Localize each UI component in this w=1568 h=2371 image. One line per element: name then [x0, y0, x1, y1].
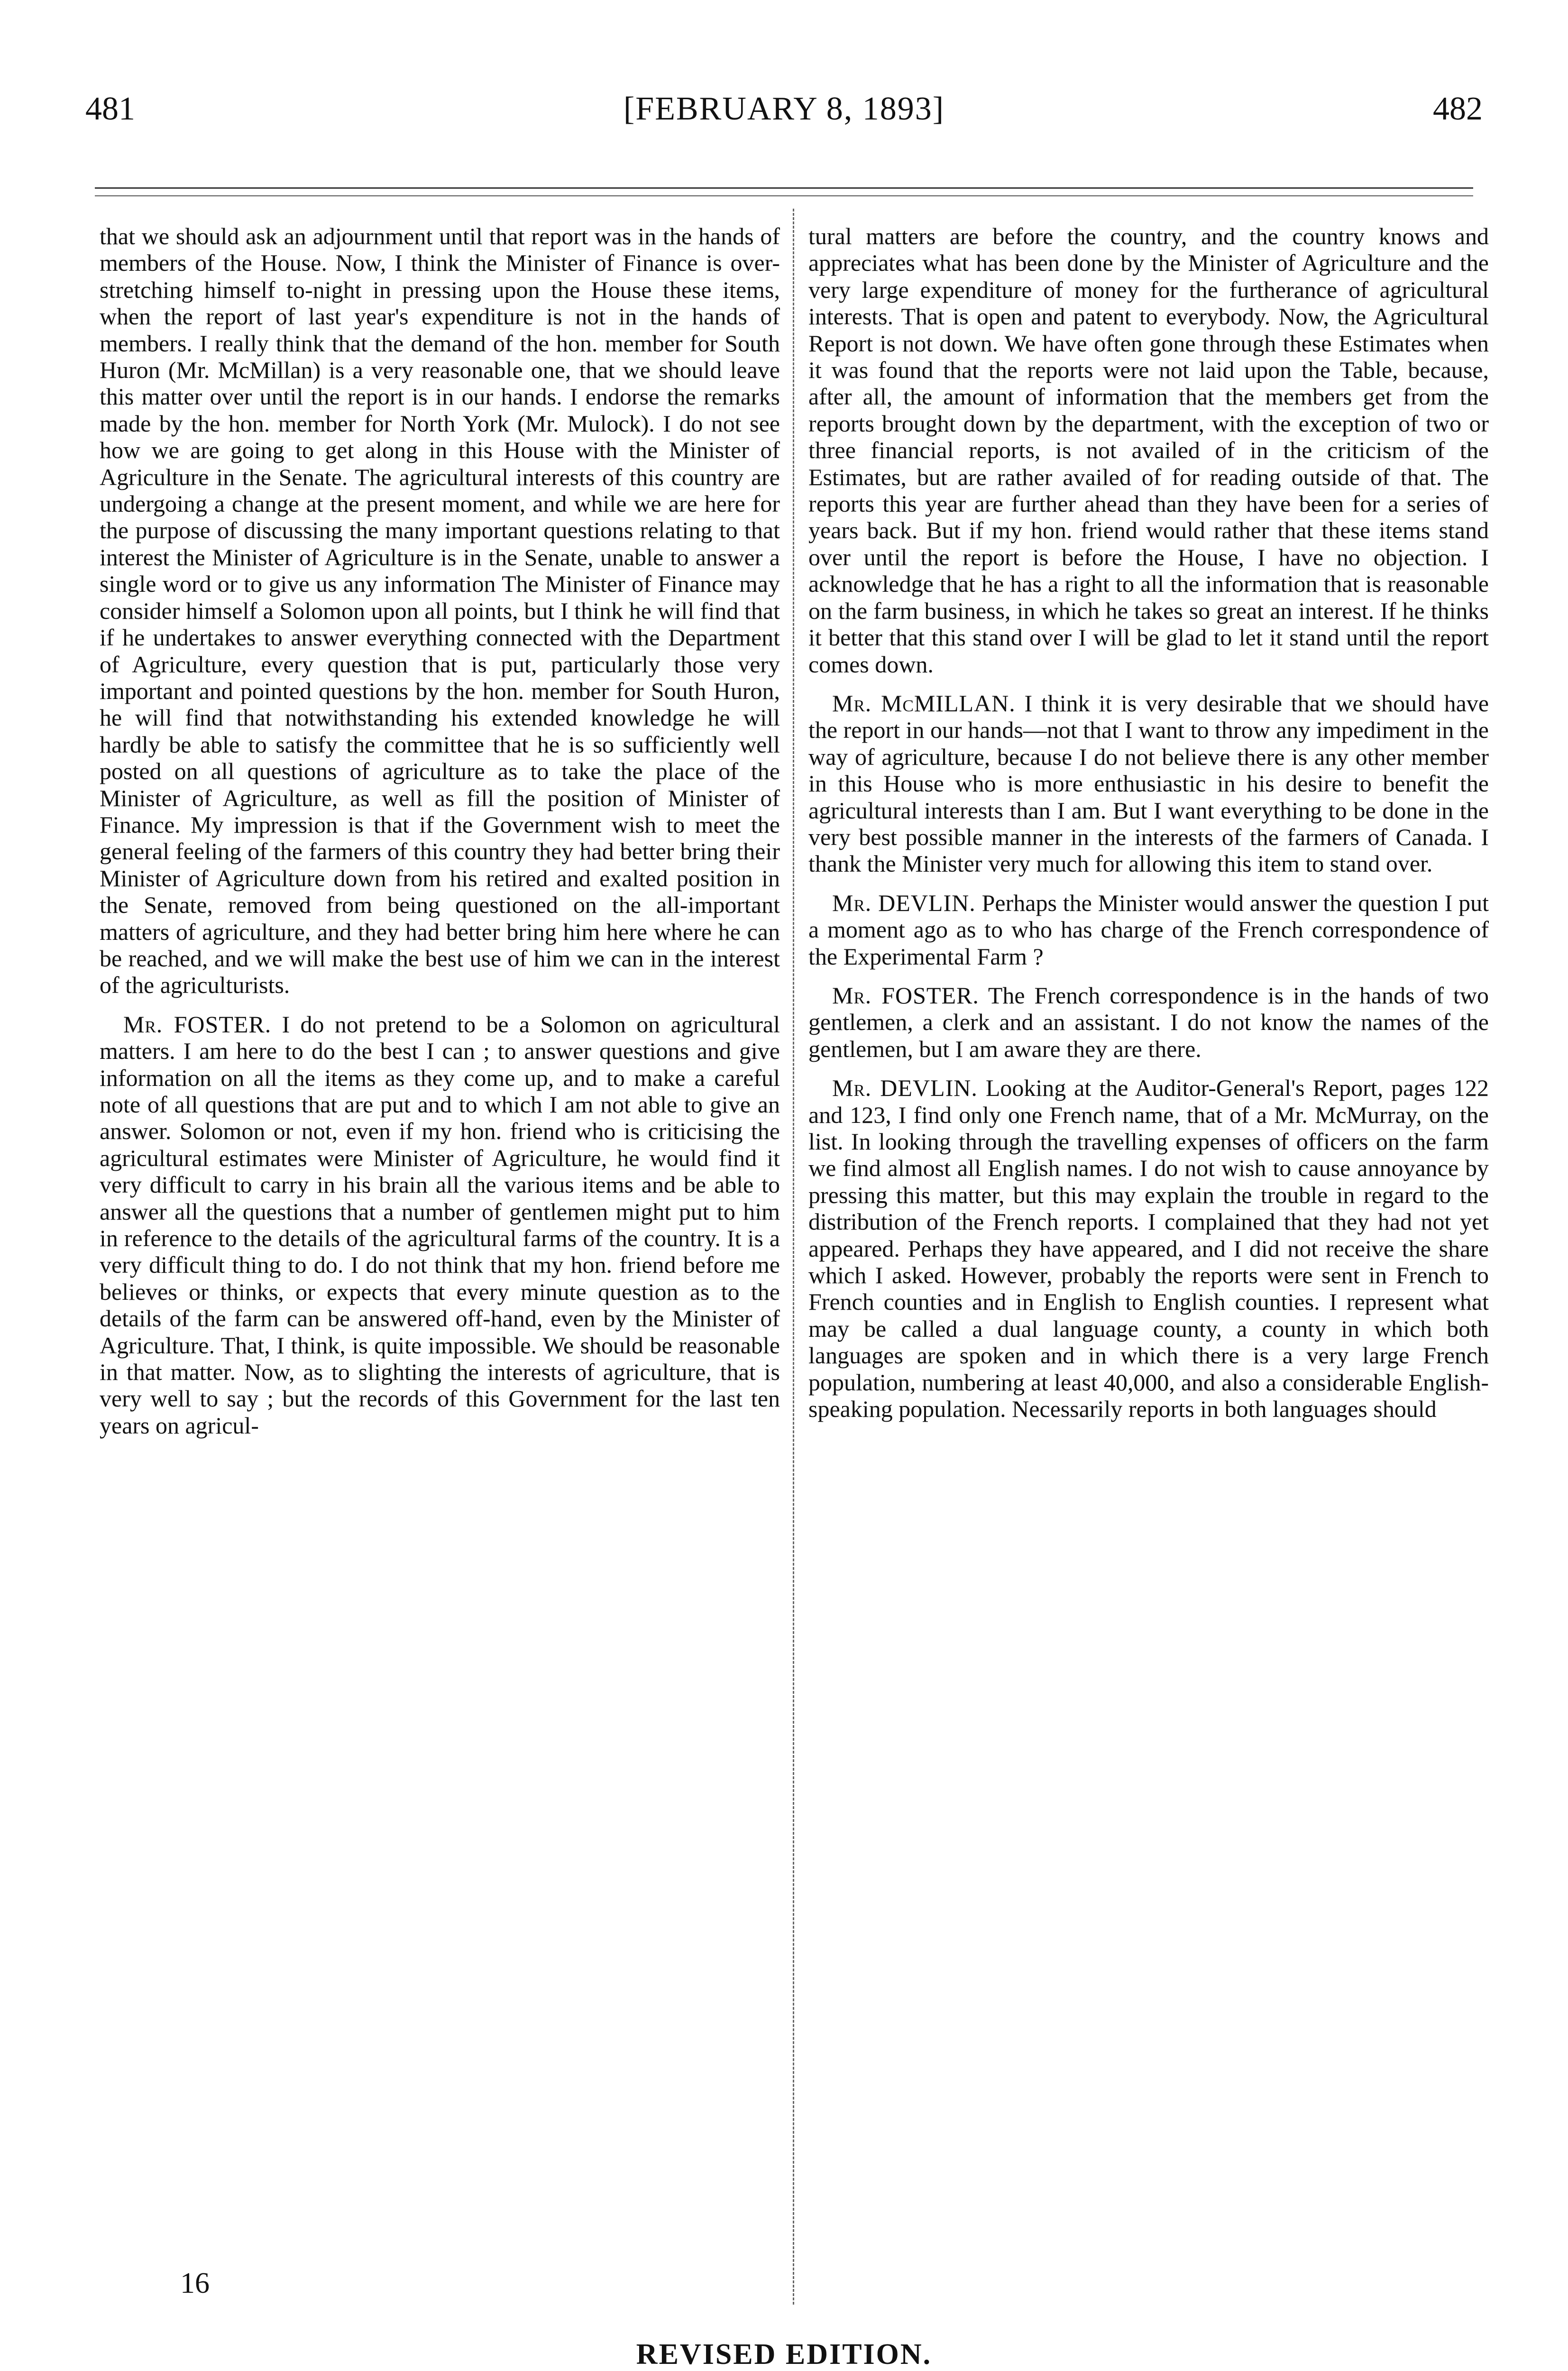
- header-rule: [95, 187, 1473, 189]
- right-column: [808, 223, 1489, 2262]
- paragraph: [808, 1075, 1489, 1422]
- column-divider: [793, 209, 794, 2305]
- paragraph: [808, 223, 1489, 678]
- right-page-number: 482: [1433, 91, 1483, 127]
- speaker-name: Mr. DEVLIN.: [832, 1075, 978, 1102]
- paragraph: [100, 223, 780, 999]
- paragraph-text: Perhaps the Minister would answer the question I put a moment ago as to who has charge of the French correspondence of the Experimental Farm ?: [808, 889, 1489, 970]
- paragraph-text: I do not pretend to be a Solomon on agricultural matters. I am here to do the best I can ; to answer questions and give information on all the items as they come up, and to make a careful note of all questions that are put and to which I am not able to give an answer. Solomon or not, even if my hon. friend who is criticising the agricultural estimates were Minister of Agriculture, he would find it very difficult to carry in his brain all the various items and be able to answer all the questions that a number of gentlemen might put to him in reference to the details of the agricultural farms of the country. It is a very difficult thing to do. I do not think that my hon. friend before me believes or thinks, or expects that every minute question as to the details of the farm can be answered off-hand, even by the Minister of Agriculture. That, I think, is quite impossible. We should be reasonable in that matter. Now, as to slighting the interests of agriculture, that is very well to say ; but the records of this Government for the last ten years on agricul-: [100, 1011, 780, 1439]
- paragraph-text: tural matters are before the country, and the country knows and appreciates what has been done by the Minister of Agriculture and the very large expenditure of money for the furtherance of agricultural interests. That is open and patent to everybody. Now, the Agricultural Report is not down. We have often gone through these Estimates when it was found that the reports were not laid upon the Table, because, after all, the amount of information that the members get from the reports brought down by the department, with the exception of two or three financial reports, is not availed of in the criticism of the Estimates, but are rather availed of for reading outside of that. The reports this year are further ahead than they have been for a series of years back. But if my hon. friend would rather that these items stand over until the report is before the House, I have no objection. I acknowledge that he has a right to all the information that is reasonable on the farm business, in which he takes so great an interest. If he thinks it better that this stand over I will be glad to let it stand until the report comes down.: [808, 223, 1489, 678]
- running-header: [85, 90, 1483, 142]
- speaker-name: Mr. FOSTER.: [832, 982, 979, 1009]
- paragraph: [100, 1011, 780, 1439]
- signature-folio: 16: [180, 2267, 210, 2299]
- paragraph: [808, 890, 1489, 970]
- header-rule-secondary: [95, 195, 1473, 196]
- speaker-name: Mr. DEVLIN.: [832, 889, 976, 916]
- paragraph-text: that we should ask an adjournment until that report was in the hands of members of the House. Now, I think the Minister of Finance is over-stretching himself to-night in pressing upon the House these items, when the report of last year's expenditure is not in the hands of members. I really think that the demand of the hon. member for South Huron (Mr. McMillan) is a very reasonable one, that we should leave this matter over until the report is in our hands. I endorse the remarks made by the hon. member for North York (Mr. Mulock). I do not see how we are going to get along in this House with the Minister of Agriculture in the Senate. The agricultural interests of this country are undergoing a change at the present moment, and while we are here for the purpose of discussing the many important questions relating to that interest the Minister of Agriculture is in the Senate, unable to answer a single word or to give us any information The Minister of Finance may consider himself a Solomon upon all points, but I think he will find that if he undertakes to answer everything connected with the Department of Agriculture, every question that is put, particularly those very important and pointed questions by the hon. member for South Huron, he will find that notwithstanding his extended knowledge he will hardly be able to satisfy the committee that he is so sufficiently well posted on all questions of agriculture as to take the place of the Minister of Agriculture, as well as fill the position of Minister of Finance. My impression is that if the Government wish to meet the general feeling of the farmers of this country they had better bring their Minister of Agriculture down from his retired and exalted position in the Senate, removed from being questioned on the all-important matters of agriculture, and they had better bring him here where he can be reached, and we will make the best use of him we can in the interest of the agriculturists.: [100, 223, 780, 999]
- speaker-name: Mr. FOSTER.: [123, 1011, 272, 1038]
- speaker-name: Mr. McMILLAN.: [832, 689, 1016, 717]
- paragraph-text: The French correspondence is in the hands of two gentlemen, a clerk and an assistant. I do not know the names of the gentlemen, but I am aware they are there.: [808, 982, 1489, 1062]
- paragraph-text: I think it is very desirable that we should have the report in our hands—not that I want to throw any impediment in the way of agriculture, because I do not believe there is any other member in this House who is more enthusiastic in his desire to benefit the agricultural interests than I am. But I want everything to be done in the very best possible manner in the interests of the farmers of Canada. I thank the Minister very much for allowing this item to stand over.: [808, 689, 1489, 877]
- paragraph-text: Looking at the Auditor-General's Report, pages 122 and 123, I find only one French name, that of a Mr. McMurray, on the list. In looking through the travelling expenses of officers on the farm we find almost all English names. I do not wish to cause annoyance by pressing this matter, but this may explain the trouble in regard to the distribution of the French reports. I complained that they had not yet appeared. Perhaps they have appeared, and I did not receive the share which I asked. However, probably the reports were sent in French to French counties and in English to English counties. I represent what may be called a dual language county, a county in which both languages are spoken and in which there is a very large French population, numbering at least 40,000, and also a considerable English-speaking population. Necessarily reports in both languages should: [808, 1075, 1489, 1423]
- left-column: [100, 223, 780, 2262]
- edition-label: REVISED EDITION.: [636, 2338, 932, 2371]
- paragraph: [808, 982, 1489, 1062]
- page-date: [FEBRUARY 8, 1893]: [623, 91, 945, 127]
- paragraph: [808, 690, 1489, 877]
- left-page-number: 481: [85, 91, 135, 127]
